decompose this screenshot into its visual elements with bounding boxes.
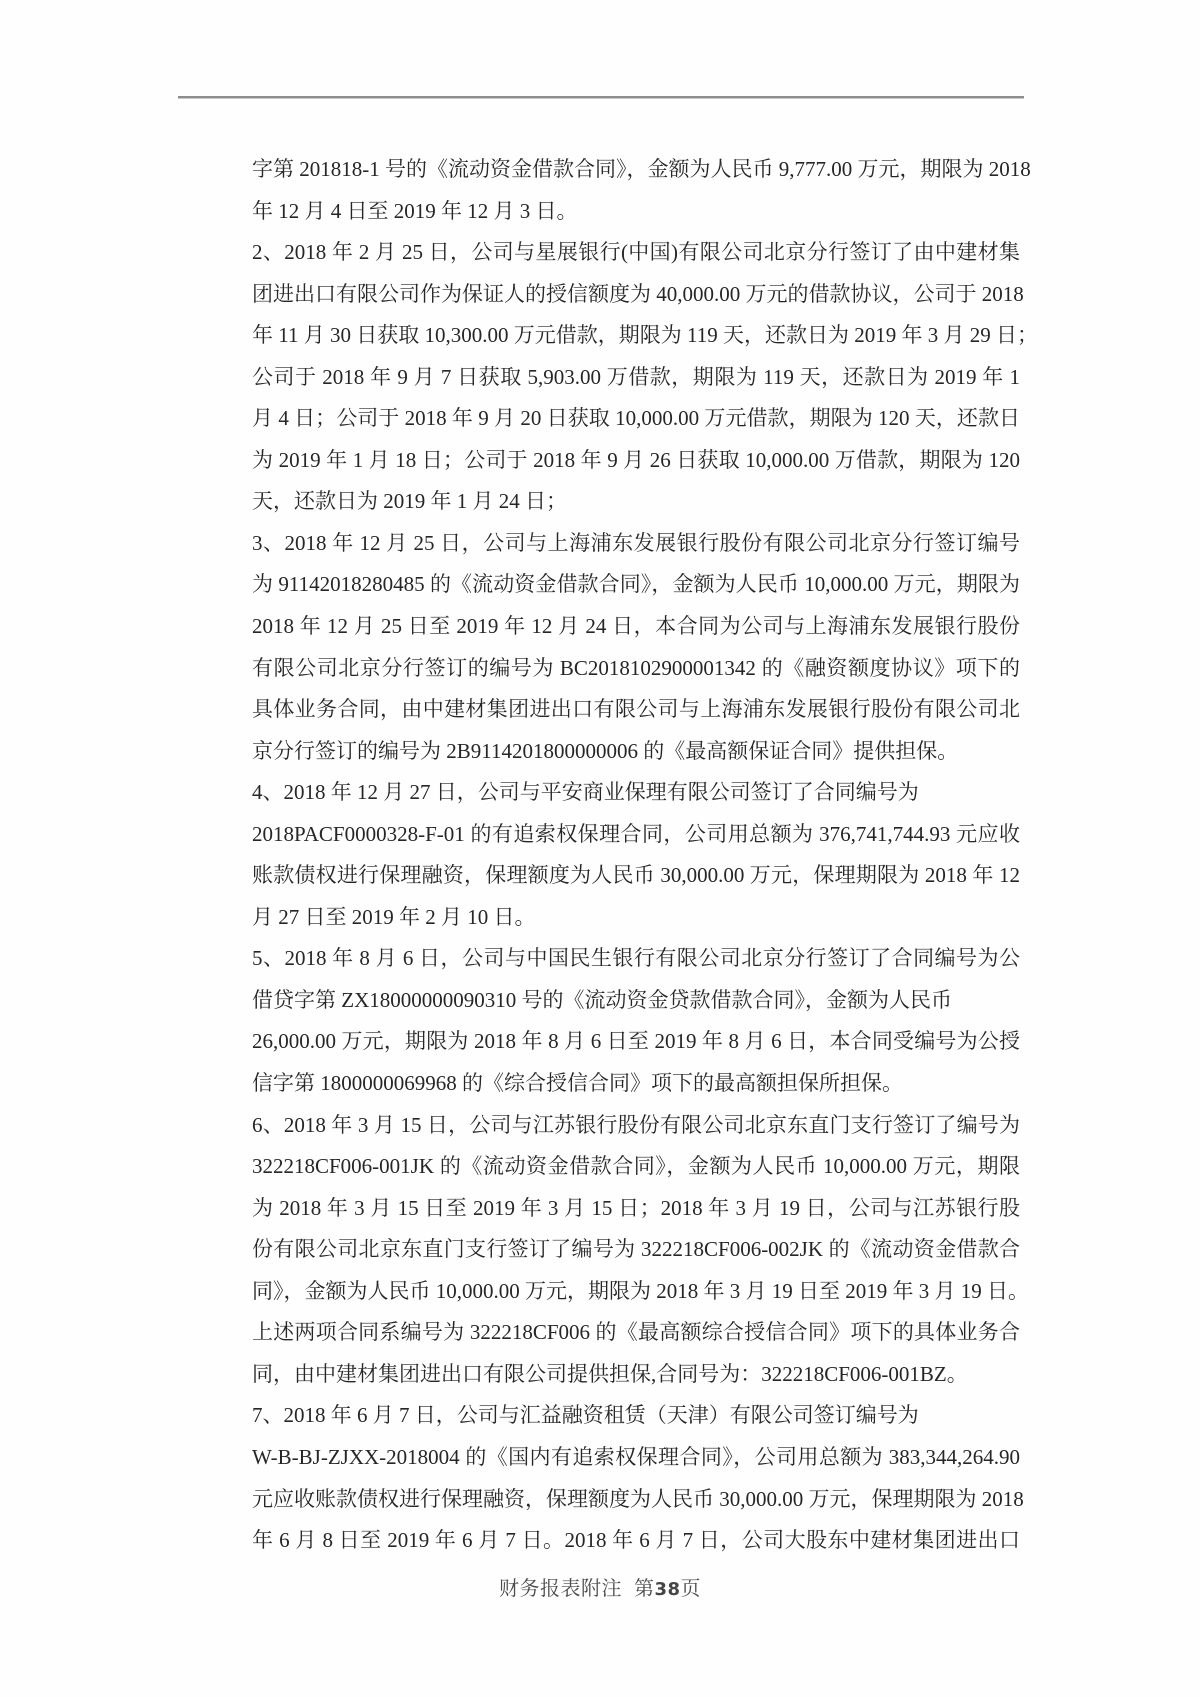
text-line: 6、2018 年 3 月 15 日，公司与江苏银行股份有限公司北京东直门支行签订了编号为 — [252, 1112, 1020, 1137]
text-line: 年 11 月 30 日获取 10,300.00 万元借款，期限为 119 天，还款日为 2019 年 3 月 29 日； — [252, 323, 1038, 348]
text-line: 为 2019 年 1 月 18 日；公司于 2018 年 9 月 26 日获取 10,000.00 万借款，期限为 120 — [252, 447, 1020, 472]
text-line: 年 6 月 8 日至 2019 年 6 月 7 日。2018 年 6 月 7 日，公司大股东中建材集团进出口 — [252, 1528, 1020, 1553]
page-number-value: 38 — [654, 1579, 681, 1600]
header-rule — [178, 96, 1024, 99]
text-line: 3、2018 年 12 月 25 日，公司与上海浦东发展银行股份有限公司北京分行签订编号 — [252, 530, 1020, 555]
text-line: 年 12 月 4 日至 2019 年 12 月 3 日。 — [252, 198, 578, 223]
text-line: 上述两项合同系编号为 322218CF006 的《最高额综合授信合同》项下的具体业务合 — [252, 1320, 1020, 1345]
text-line: 账款债权进行保理融资，保理额度为人民币 30,000.00 万元，保理期限为 2018 年 12 — [252, 863, 1020, 888]
text-line: W-B-BJ-ZJXX-2018004 的《国内有追索权保理合同》，公司用总额为 383,344,264.90 — [252, 1444, 1020, 1469]
text-line: 京分行签订的编号为 2B9114201800000006 的《最高额保证合同》提供担保。 — [252, 738, 959, 763]
page-suffix: 页 — [680, 1578, 702, 1600]
footer-label: 财务报表附注 — [498, 1578, 622, 1600]
text-line: 公司于 2018 年 9 月 7 日获取 5,903.00 万借款，期限为 119 天，还款日为 2019 年 1 — [252, 364, 1020, 389]
text-line: 字第 201818-1 号的《流动资金借款合同》，金额为人民币 9,777.00 万元，期限为 2018 — [252, 157, 1031, 181]
text-line: 具体业务合同，由中建材集团进出口有限公司与上海浦东发展银行股份有限公司北 — [252, 697, 1020, 722]
text-line: 月 4 日；公司于 2018 年 9 月 20 日获取 10,000.00 万元借款，期限为 120 天，还款日 — [252, 406, 1020, 431]
text-line: 团进出口有限公司作为保证人的授信额度为 40,000.00 万元的借款协议，公司于 2018 — [252, 281, 1024, 306]
text-line: 月 27 日至 2019 年 2 月 10 日。 — [252, 904, 536, 929]
text-line: 2018PACF0000328-F-01 的有追索权保理合同，公司用总额为 376,741,744.93 元应收 — [252, 821, 1020, 846]
text-line: 2、2018 年 2 月 25 日，公司与星展银行(中国)有限公司北京分行签订了由中建材集 — [252, 240, 1020, 265]
text-line: 元应收账款债权进行保理融资，保理额度为人民币 30,000.00 万元，保理期限为 2018 — [252, 1486, 1024, 1511]
page-footer — [0, 1572, 1200, 1601]
footer-page-number — [634, 1578, 701, 1600]
text-line: 7、2018 年 6 月 7 日，公司与汇益融资租赁（天津）有限公司签订编号为 — [252, 1403, 919, 1428]
text-line: 26,000.00 万元，期限为 2018 年 8 月 6 日至 2019 年 8 月 6 日，本合同受编号为公授 — [252, 1029, 1020, 1054]
text-line: 为 2018 年 3 月 15 日至 2019 年 3 月 15 日；2018 年 3 月 19 日，公司与江苏银行股 — [252, 1195, 1020, 1220]
text-line: 为 91142018280485 的《流动资金借款合同》，金额为人民币 10,000.00 万元，期限为 — [252, 572, 1020, 597]
text-line: 信字第 1800000069968 的《综合授信合同》项下的最高额担保所担保。 — [252, 1071, 903, 1096]
text-line: 天，还款日为 2019 年 1 月 24 日； — [252, 489, 567, 514]
text-line: 5、2018 年 8 月 6 日，公司与中国民生银行有限公司北京分行签订了合同编号为公 — [252, 946, 1020, 971]
text-line: 同，由中建材集团进出口有限公司提供担保,合同号为：322218CF006-001BZ。 — [252, 1361, 968, 1386]
text-line: 4、2018 年 12 月 27 日，公司与平安商业保理有限公司签订了合同编号为 — [252, 780, 919, 805]
text-line: 同》，金额为人民币 10,000.00 万元，期限为 2018 年 3 月 19 日至 2019 年 3 月 19 日。 — [252, 1278, 1029, 1303]
document-body — [252, 149, 1038, 1562]
page-prefix: 第 — [633, 1578, 655, 1600]
text-line: 借贷字第 ZX18000000090310 号的《流动资金贷款借款合同》，金额为人民币 — [252, 987, 952, 1012]
text-line: 份有限公司北京东直门支行签订了编号为 322218CF006-002JK 的《流动资金借款合 — [252, 1237, 1020, 1262]
text-line: 322218CF006-001JK 的《流动资金借款合同》，金额为人民币 10,000.00 万元，期限 — [252, 1154, 1020, 1179]
text-line: 2018 年 12 月 25 日至 2019 年 12 月 24 日，本合同为公司与上海浦东发展银行股份 — [252, 614, 1020, 639]
text-line: 有限公司北京分行签订的编号为 BC2018102900001342 的《融资额度协议》项下的 — [252, 655, 1020, 680]
